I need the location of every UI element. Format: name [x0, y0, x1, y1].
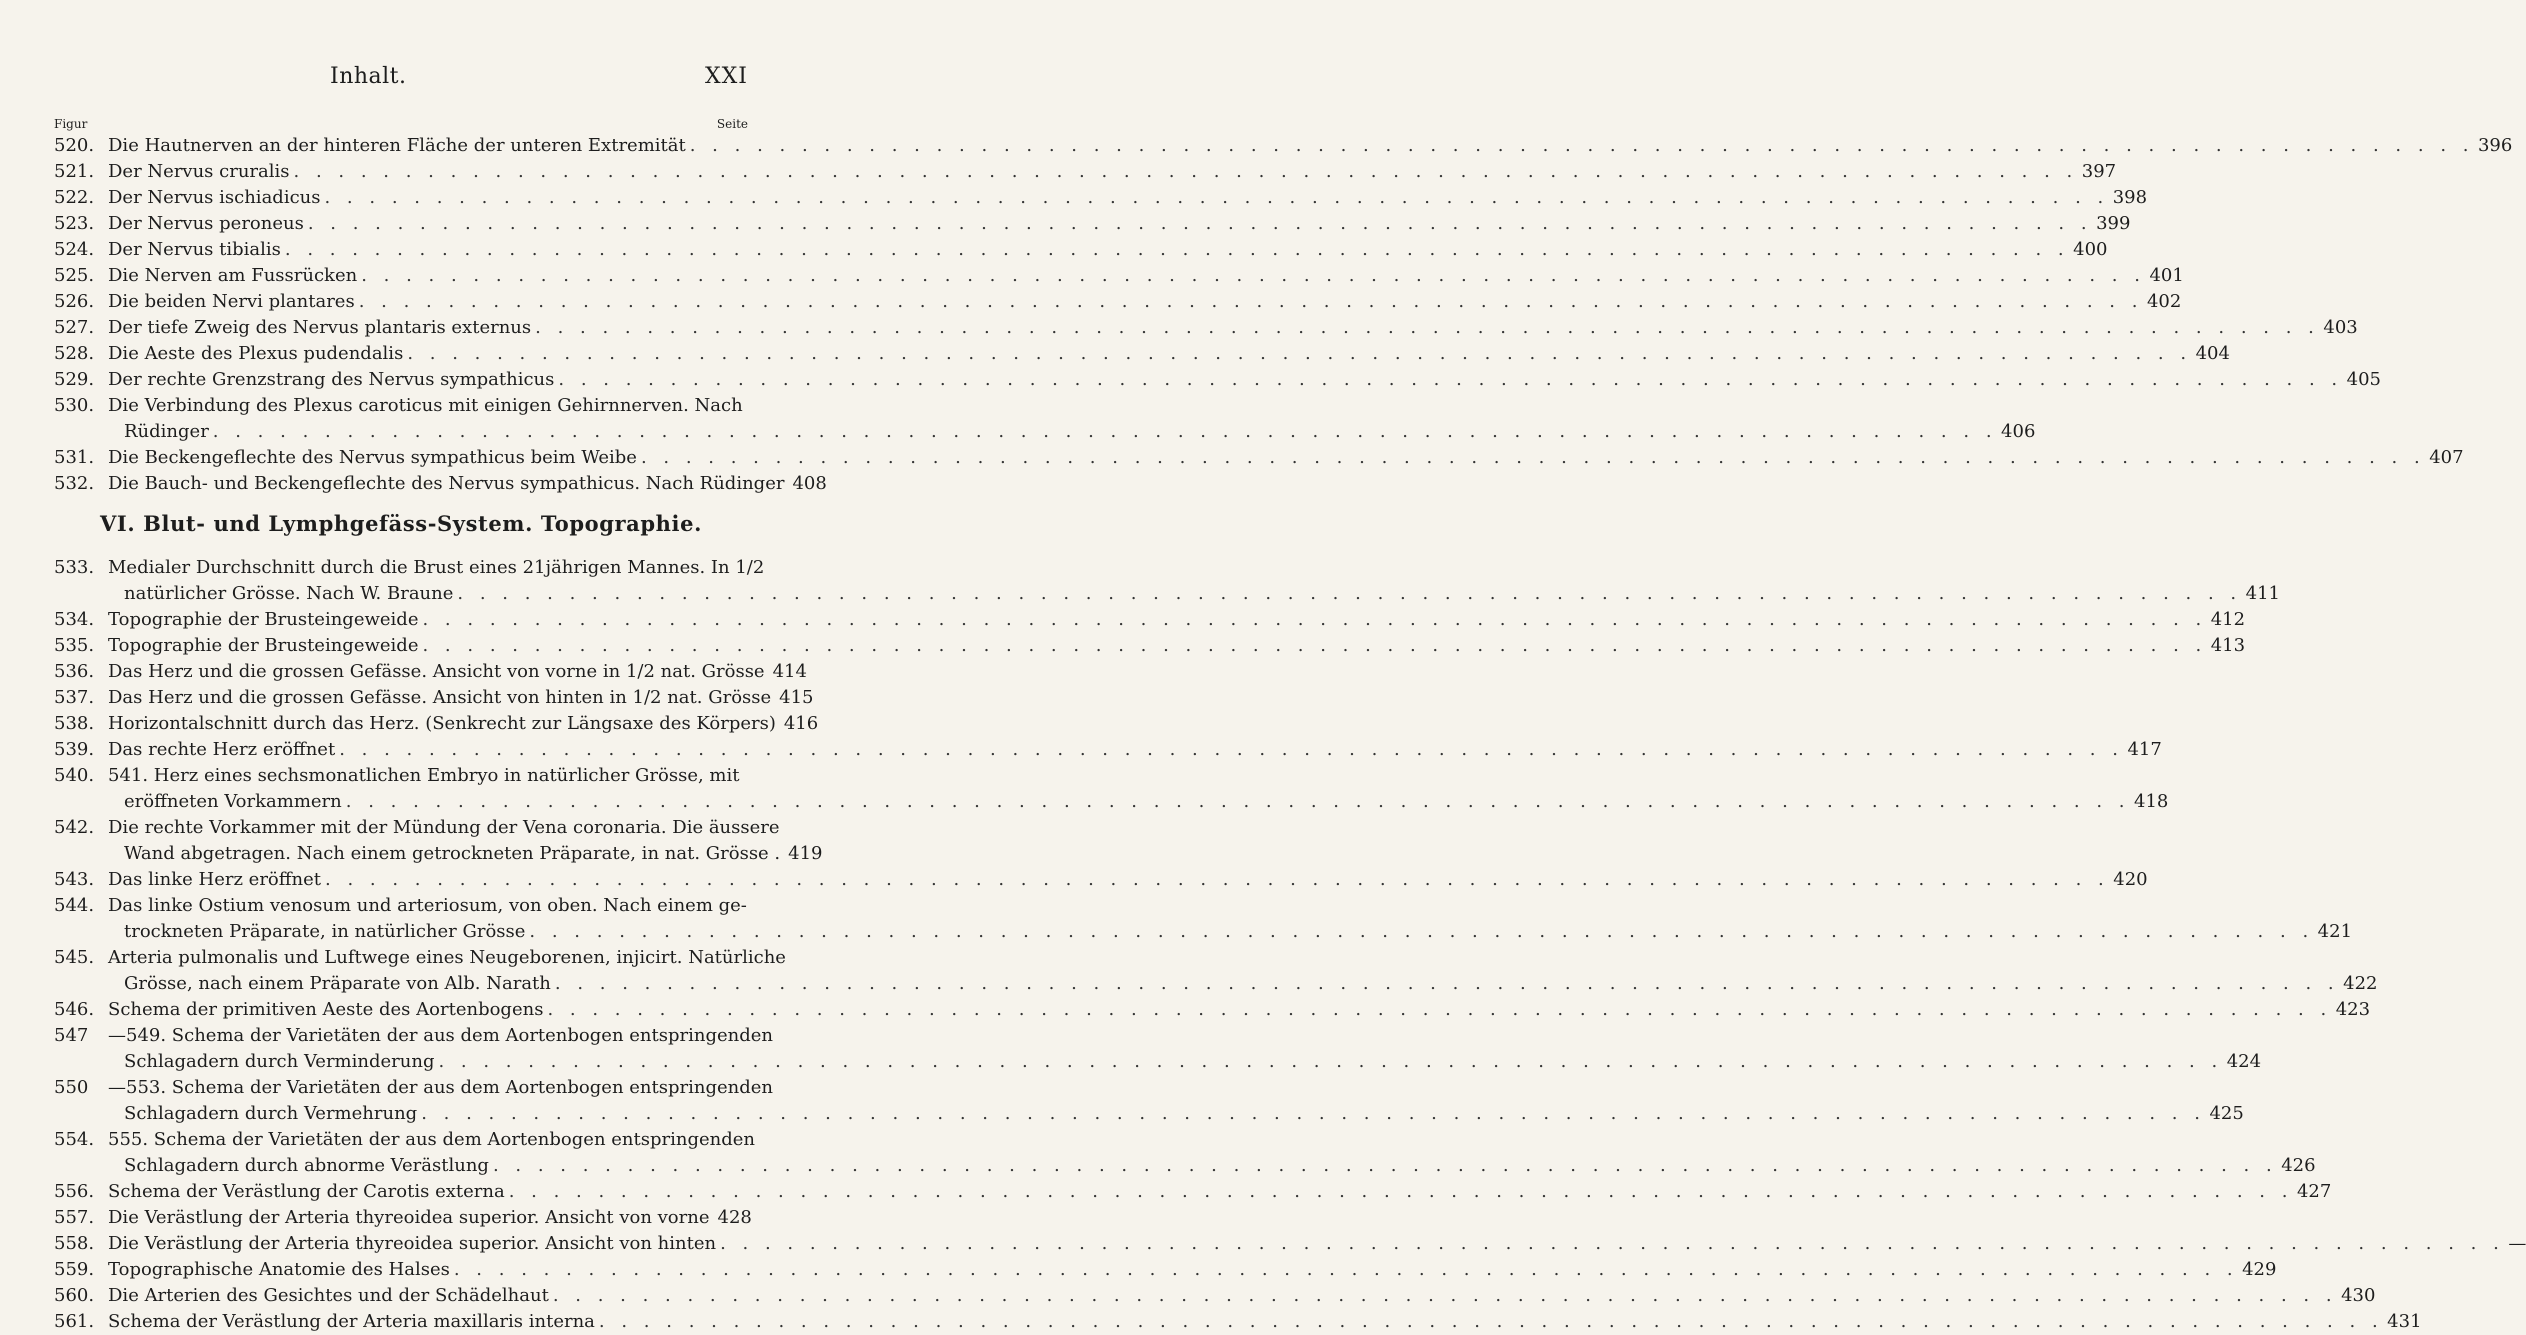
page-ref: 414	[772, 661, 807, 682]
page-ref: 426	[2281, 1155, 2316, 1176]
toc-line	[54, 789, 2169, 815]
toc-entry	[54, 341, 2230, 367]
figure-number: 559.	[54, 1259, 95, 1280]
entry-text-wrap	[108, 159, 2117, 185]
toc-line	[54, 1153, 2316, 1179]
entry-text-wrap	[124, 1049, 2262, 1075]
entry-title: Das rechte Herz eröffnet	[108, 739, 336, 760]
dot-leader: . . . . . . . . . . . . . . . . . . . . . . . . . . . . . . . . . . . . . . . . . . . . . . . . . . . . . . . . . . . . . . . . . . . . . . . . . . . . . . . .	[293, 161, 2078, 182]
entry-title: Die beiden Nervi plantares	[108, 291, 355, 312]
toc-entry	[54, 367, 2381, 393]
page-ref: 399	[2096, 213, 2131, 234]
entry-text-wrap	[108, 555, 765, 581]
figure-number: 547	[54, 1025, 89, 1046]
page-ref: 403	[2323, 317, 2358, 338]
entry-text-wrap	[108, 133, 2513, 159]
entry-title: Schema der primitiven Aeste des Aortenbogens	[108, 999, 544, 1020]
page-ref: 406	[2001, 421, 2036, 442]
entry-text-wrap	[108, 341, 2230, 367]
entry-title: Der Nervus ischiadicus	[108, 187, 321, 208]
entry-text-wrap	[124, 419, 2036, 445]
figure-number: 546.	[54, 999, 95, 1020]
section-heading-text: VI. Blut- und Lymphgefäss-System. Topographie.	[100, 511, 702, 536]
column-heading-figure: Figur	[54, 117, 88, 131]
figure-number: 524.	[54, 239, 95, 260]
page-ref: 398	[2112, 187, 2148, 208]
toc-line	[54, 581, 2280, 607]
entry-text-wrap	[108, 315, 2358, 341]
entry-text-wrap	[108, 815, 780, 841]
dot-leader: . . . . . . . . . . . . . . . . . . . . . . . . . . . . . . . . . . . . . . . . . . . . . . . . . . . . . . . . . . . . . . . . . . . . . . . . . . . . . . . .	[339, 739, 2124, 760]
figure-number: 545.	[54, 947, 95, 968]
dot-leader: . . . . . . . . . . . . . . . . . . . . . . . . . . . . . . . . . . . . . . . . . . . . . . . . . . . . . . . . . . . . . . . . . . . . . . . . . . . . . . . .	[422, 635, 2207, 656]
toc-line	[54, 1283, 2376, 1309]
entry-title: Topographie der Brusteingeweide	[108, 635, 419, 656]
page-title: Inhalt.	[330, 64, 407, 89]
toc-entry	[54, 659, 807, 685]
figure-number: 527.	[54, 317, 95, 338]
figure-number: 543.	[54, 869, 95, 890]
dot-leader: . . . . . . . . . . . . . . . . . . . . . . . . . . . . . . . . . . . . . . . . . . . . . . . . . . . . . . . . . . . . . . . . . . . . . . . . . . . . . . . .	[307, 213, 2093, 234]
toc-entry	[54, 1179, 2332, 1205]
page-ref: 421	[2317, 921, 2353, 942]
figure-number: 522.	[54, 187, 95, 208]
dot-leader: . . . . . . . . . . . . . . . . . . . . . . . . . . . . . . . . . . . . . . . . . . . . . . . . . . . . . . . . . . . . . . . . . . . . . . . . . . . . . . . .	[640, 447, 2426, 468]
dot-leader: . . . . . . . . . . . . . . . . . . . . . . . . . . . . . . . . . . . . . . . . . . . . . . . . . . . . . . . . . . . . . . . . . . . . . . . . . . . . . . . .	[358, 291, 2143, 312]
entry-title: Die Arterien des Gesichtes und der Schädelhaut	[108, 1285, 549, 1306]
toc-entry	[54, 633, 2246, 659]
entry-text-wrap	[108, 1205, 752, 1231]
entry-title: Schlagadern durch Verminderung	[124, 1051, 435, 1072]
toc-entry	[54, 607, 2246, 633]
dot-leader: . . . . . . . . . . . . . . . . . . . . . . . . . . . . . . . . . . . . . . . . . . . . . . . . . . . . . . . . . . . . . . . . . . . . . . . . . . . . . . . .	[284, 239, 2070, 260]
entry-title: Das linke Herz eröffnet	[108, 869, 322, 890]
toc-line	[54, 367, 2381, 393]
dot-leader: . . . . . . . . . . . . . . . . . . . . . . . . . . . . . . . . . . . . . . . . . . . . . . . . . . . . . . . . . . . . . . . . . . . . . . . . . . . . . . . .	[554, 973, 2340, 994]
entry-title: Das Herz und die grossen Gefässe. Ansicht von vorne in 1/2 nat. Grösse	[108, 661, 765, 682]
toc-line	[54, 711, 819, 737]
entry-title: Topographie der Brusteingeweide	[108, 609, 419, 630]
toc-line	[54, 919, 2353, 945]
toc-entry	[54, 685, 814, 711]
figure-number: 540.	[54, 765, 95, 786]
page-ref: 430	[2341, 1285, 2376, 1306]
dot-leader: . . . . . . . . . . . . . . . . . . . . . . . . . . . . . . . . . . . . . . . . . . . . . . . . . . . . . . . . . . . . . . . . . . . . . . . . . . . . . . . .	[422, 609, 2207, 630]
page-ref: 400	[2073, 239, 2108, 260]
dot-leader: . . . . . . . . . . . . . . . . . . . . . . . . . . . . . . . . . . . . . . . . . . . . . . . . . . . . . . . . . . . . . . . . . . . . . . . . . . . . . . . .	[438, 1051, 2223, 1072]
running-head	[0, 64, 800, 104]
toc-entry	[54, 737, 2162, 763]
page-ref: 427	[2296, 1181, 2332, 1202]
toc-line	[54, 1101, 2244, 1127]
entry-title: Rüdinger	[124, 421, 209, 442]
entry-title: trockneten Präparate, in natürlicher Grösse	[124, 921, 526, 942]
toc-entry	[54, 185, 2148, 211]
figure-number: 529.	[54, 369, 95, 390]
entry-title: Die Hautnerven an der hinteren Fläche der unteren Extremität	[108, 135, 686, 156]
toc-line	[54, 237, 2108, 263]
toc-entry	[54, 159, 2117, 185]
entry-title: Schlagadern durch Vermehrung	[124, 1103, 418, 1124]
entry-text-wrap	[108, 711, 819, 737]
dot-leader: . . . . . . . . . . . . . . . . . . . . . . . . . . . . . . . . . . . . . . . . . . . . . . . . . . . . . . . . . . . . . . . . . . . . . . . . . . . . . . . .	[361, 265, 2146, 286]
toc-line	[54, 419, 2036, 445]
dot-leader: . . . . . . . . . . . . . . . . . . . . . . . . . . . . . . . . . . . . . . . . . . . . . . . . . . . . . . . . . . . . . . . . . . . . . . . . . . . . . . . .	[689, 135, 2474, 156]
figure-number: 528.	[54, 343, 95, 364]
entry-title: Topographische Anatomie des Halses	[108, 1259, 450, 1280]
dot-leader: . . . . . . . . . . . . . . . . . . . . . . . . . . . . . . . . . . . . . . . . . . . . . . . . . . . . . . . . . . . . . . . . . . . . . . . . . . . . . . . .	[421, 1103, 2206, 1124]
toc-entry	[54, 815, 823, 867]
toc-line	[54, 1205, 752, 1231]
entry-title: Die Verbindung des Plexus caroticus mit einigen Gehirnnerven. Nach	[108, 395, 743, 416]
dot-leader: . . . . . . . . . . . . . . . . . . . . . . . . . . . . . . . . . . . . . . . . . . . . . . . . . . . . . . . . . . . . . . . . . . . . . . . . . . . . . . . .	[212, 421, 1998, 442]
entry-title: Schlagadern durch abnorme Verästlung	[124, 1155, 489, 1176]
entry-text-wrap	[108, 633, 2246, 659]
toc-line	[54, 633, 2246, 659]
toc-line	[54, 945, 786, 971]
toc-entry	[54, 1309, 2422, 1335]
toc-entry	[54, 867, 2148, 893]
page-ref: 405	[2346, 369, 2381, 390]
page-ref: 422	[2343, 973, 2378, 994]
page-ref: 396	[2477, 135, 2513, 156]
table-of-contents	[54, 133, 2526, 1335]
figure-number: 561.	[54, 1311, 95, 1332]
figure-number: 531.	[54, 447, 95, 468]
entry-text-wrap	[108, 763, 748, 789]
figure-number: 537.	[54, 687, 95, 708]
figure-number: 542.	[54, 817, 95, 838]
entry-text-wrap	[108, 1257, 2277, 1283]
figure-number: 526.	[54, 291, 95, 312]
entry-title: Horizontalschnitt durch das Herz. (Senkrecht zur Längsaxe des Körpers)	[108, 713, 776, 734]
entry-text-wrap	[108, 289, 2182, 315]
entry-title: Der Nervus cruralis	[108, 161, 290, 182]
toc-line	[54, 1257, 2277, 1283]
toc-line	[54, 1231, 2526, 1257]
figure-number: 520.	[54, 135, 95, 156]
page-ref: 404	[2195, 343, 2230, 364]
figure-number: 535.	[54, 635, 95, 656]
dot-leader: . . . . . . . . . . . . . . . . . . . . . . . . . . . . . . . . . . . . . . . . . . . . . . . . . . . . . . . . . . . . . . . . . . . . . . . . . . . . . . . .	[325, 869, 2110, 890]
dot-leader: . . . . . . . . . . . . . . . . . . . . . . . . . . . . . . . . . . . . . . . . . . . . . . . . . . . . . . . . . . . . . . . . . . . . . . . . . . . . . . . .	[552, 1285, 2338, 1306]
toc-entry	[54, 211, 2131, 237]
entry-text-wrap	[108, 393, 748, 419]
dot-leader: . . . . . . . . . . . . . . . . . . . . . . . . . . . . . . . . . . . . . . . . . . . . . . . . . . . . . . . . . . . . . . . . . . . . . . . . . . . . . . . .	[508, 1181, 2293, 1202]
toc-line	[54, 341, 2230, 367]
dot-leader: . . . . . . . . . . . . . . . . . . . . . . . . . . . . . . . . . . . . . . . . . . . . . . . . . . . . . . . . . . . . . . . . . . . . . . . . . . . . . . . .	[324, 187, 2109, 208]
toc-line	[54, 1075, 773, 1101]
entry-text-wrap	[124, 919, 2353, 945]
entry-title: Schema der Verästlung der Arteria maxillaris interna	[108, 1311, 595, 1332]
figure-number: 530.	[54, 395, 95, 416]
toc-line	[54, 133, 2513, 159]
dot-leader: . . . . . . . . . . . . . . . . . . . . . . . . . . . . . . . . . . . . . . . . . . . . . . . . . . . . . . . . . . . . . . . . . . . . . . . . . . . . . . . .	[529, 921, 2314, 942]
toc-line	[54, 815, 780, 841]
figure-number: 539.	[54, 739, 95, 760]
toc-entry	[54, 1257, 2277, 1283]
toc-line	[54, 607, 2246, 633]
figure-number: 544.	[54, 895, 95, 916]
page-ref: 415	[779, 687, 814, 708]
page-ref: —	[2508, 1233, 2526, 1254]
entry-text-wrap	[108, 737, 2162, 763]
toc-entry	[54, 1075, 2244, 1127]
entry-title: Das Herz und die grossen Gefässe. Ansicht von hinten in 1/2 nat. Grösse	[108, 687, 772, 708]
entry-title: Das linke Ostium venosum und arteriosum, von oben. Nach einem ge-	[108, 895, 747, 916]
toc-entry	[54, 289, 2182, 315]
entry-title: Schema der Verästlung der Carotis externa	[108, 1181, 505, 1202]
page-ref: 418	[2134, 791, 2169, 812]
figure-number: 533.	[54, 557, 95, 578]
entry-text-wrap	[108, 263, 2184, 289]
toc-entry	[54, 893, 2353, 945]
toc-entry	[54, 1127, 2316, 1179]
entry-text-wrap	[108, 471, 827, 497]
entry-text-wrap	[108, 1075, 773, 1101]
entry-text-wrap	[108, 997, 2371, 1023]
entry-title: Die Bauch- und Beckengeflechte des Nervus sympathicus. Nach Rüdinger	[108, 473, 785, 494]
entry-text-wrap	[108, 367, 2381, 393]
toc-entry	[54, 711, 819, 737]
page-ref: 416	[783, 713, 819, 734]
page-ref: 431	[2387, 1311, 2422, 1332]
page-ref: 429	[2242, 1259, 2277, 1280]
entry-title: —549. Schema der Varietäten der aus dem Aortenbogen entspringenden	[108, 1025, 773, 1046]
toc-entry	[54, 237, 2108, 263]
toc-line	[54, 211, 2131, 237]
entry-text-wrap	[124, 581, 2280, 607]
toc-line	[54, 445, 2464, 471]
entry-text-wrap	[108, 1309, 2422, 1335]
figure-number: 523.	[54, 213, 95, 234]
figure-number: 532.	[54, 473, 95, 494]
toc-entry	[54, 945, 2378, 997]
entry-text-wrap	[108, 607, 2246, 633]
entry-title: Der Nervus peroneus	[108, 213, 304, 234]
toc-entry	[54, 1283, 2376, 1309]
dot-leader: . . . . . . . . . . . . . . . . . . . . . . . . . . . . . . . . . . . . . . . . . . . . . . . . . . . . . . . . . . . . . . . . . . . . . . . . . . . . . . . .	[535, 317, 2320, 338]
toc-entry	[54, 263, 2184, 289]
page-ref: 423	[2335, 999, 2371, 1020]
dot-leader: . . . . . . . . . . . . . . . . . . . . . . . . . . . . . . . . . . . . . . . . . . . . . . . . . . . . . . . . . . . . . . . . . . . . . . . . . . . . . . . .	[720, 1233, 2505, 1254]
entry-text-wrap	[124, 971, 2378, 997]
page-ref: 402	[2146, 291, 2182, 312]
entry-text-wrap	[108, 1127, 755, 1153]
entry-title: Die Verästlung der Arteria thyreoidea superior. Ansicht von hinten	[108, 1233, 717, 1254]
entry-title: Die Nerven am Fussrücken	[108, 265, 358, 286]
entry-title: —553. Schema der Varietäten der aus dem Aortenbogen entspringenden	[108, 1077, 773, 1098]
entry-title: natürlicher Grösse. Nach W. Braune	[124, 583, 454, 604]
dot-leader: . . . . . . . . . . . . . . . . . . . . . . . . . . . . . . . . . . . . . . . . . . . . . . . . . . . . . . . . . . . . . . . . . . . . . . . . . . . . . . . .	[407, 343, 2192, 364]
entry-text-wrap	[108, 1179, 2332, 1205]
toc-line	[54, 971, 2378, 997]
entry-text-wrap	[124, 841, 823, 867]
figure-number: 538.	[54, 713, 95, 734]
entry-title: Die Beckengeflechte des Nervus sympathicus beim Weibe	[108, 447, 637, 468]
toc-entry	[54, 1231, 2526, 1257]
toc-entry	[54, 133, 2513, 159]
toc-entry	[54, 763, 2169, 815]
entry-title: eröffneten Vorkammern	[124, 791, 342, 812]
entry-title: Der Nervus tibialis	[108, 239, 281, 260]
page-ref: 411	[2245, 583, 2280, 604]
entry-text-wrap	[124, 1153, 2316, 1179]
page-ref: 417	[2127, 739, 2162, 760]
toc-line	[54, 185, 2148, 211]
toc-entry	[54, 471, 827, 497]
entry-text-wrap	[108, 1231, 2526, 1257]
entry-text-wrap	[108, 185, 2148, 211]
figure-number: 557.	[54, 1207, 95, 1228]
toc-entry	[54, 315, 2358, 341]
toc-line	[54, 471, 827, 497]
dot-leader: . . . . . . . . . . . . . . . . . . . . . . . . . . . . . . . . . . . . . . . . . . . . . . . . . . . . . . . . . . . . . . . . . . . . . . . . . . . . . . . .	[457, 583, 2242, 604]
figure-number: 550	[54, 1077, 89, 1098]
page-number: XXI	[704, 64, 748, 89]
entry-title: Wand abgetragen. Nach einem getrockneten Präparate, in nat. Grösse .	[124, 843, 781, 864]
figure-number: 521.	[54, 161, 95, 182]
entry-title: Der rechte Grenzstrang des Nervus sympathicus	[108, 369, 555, 390]
toc-entry	[54, 393, 2036, 445]
toc-line	[54, 555, 765, 581]
page-ref: 413	[2210, 635, 2246, 656]
page-ref: 428	[717, 1207, 752, 1228]
dot-leader: . . . . . . . . . . . . . . . . . . . . . . . . . . . . . . . . . . . . . . . . . . . . . . . . . . . . . . . . . . . . . . . . . . . . . . . . . . . . . . . .	[547, 999, 2332, 1020]
page-ref: 419	[788, 843, 823, 864]
figure-number: 556.	[54, 1181, 95, 1202]
page-ref: 408	[792, 473, 827, 494]
entry-text-wrap	[108, 237, 2108, 263]
dot-leader: . . . . . . . . . . . . . . . . . . . . . . . . . . . . . . . . . . . . . . . . . . . . . . . . . . . . . . . . . . . . . . . . . . . . . . . . . . . . . . . .	[345, 791, 2130, 812]
figure-number: 554.	[54, 1129, 95, 1150]
entry-text-wrap	[108, 1283, 2376, 1309]
toc-line	[54, 315, 2358, 341]
dot-leader: . . . . . . . . . . . . . . . . . . . . . . . . . . . . . . . . . . . . . . . . . . . . . . . . . . . . . . . . . . . . . . . . . . . . . . . . . . . . . . . .	[558, 369, 2343, 390]
toc-line	[54, 737, 2162, 763]
toc-line	[54, 867, 2148, 893]
toc-entry	[54, 1205, 752, 1231]
dot-leader: . . . . . . . . . . . . . . . . . . . . . . . . . . . . . . . . . . . . . . . . . . . . . . . . . . . . . . . . . . . . . . . . . . . . . . . . . . . . . . . .	[492, 1155, 2278, 1176]
toc-line	[54, 685, 814, 711]
entry-title: Die rechte Vorkammer mit der Mündung der Vena coronaria. Die äussere	[108, 817, 780, 838]
entry-text-wrap	[108, 893, 748, 919]
toc-line	[54, 763, 748, 789]
toc-entry	[54, 555, 2280, 607]
toc-entry	[54, 445, 2464, 471]
entry-text-wrap	[124, 789, 2169, 815]
toc-line	[54, 289, 2182, 315]
toc-entry	[54, 997, 2371, 1023]
page-ref: 397	[2081, 161, 2117, 182]
page-ref: 407	[2429, 447, 2464, 468]
toc-line	[54, 1023, 773, 1049]
column-heading-page: Seite	[716, 117, 748, 131]
toc-line	[54, 1049, 2262, 1075]
entry-text-wrap	[108, 867, 2148, 893]
toc-line	[54, 159, 2117, 185]
page-ref: 401	[2149, 265, 2184, 286]
dot-leader: . . . . . . . . . . . . . . . . . . . . . . . . . . . . . . . . . . . . . . . . . . . . . . . . . . . . . . . . . . . . . . . . . . . . . . . . . . . . . . . .	[453, 1259, 2239, 1280]
toc-line	[54, 997, 2371, 1023]
entry-title: Der tiefe Zweig des Nervus plantaris externus	[108, 317, 532, 338]
entry-title: 541. Herz eines sechsmonatlichen Embryo in natürlicher Grösse, mit	[108, 765, 740, 786]
toc-line	[54, 263, 2184, 289]
page-ref: 420	[2113, 869, 2148, 890]
page-ref: 425	[2209, 1103, 2244, 1124]
entry-title: Grösse, nach einem Präparate von Alb. Narath	[124, 973, 551, 994]
section-heading	[54, 497, 748, 555]
toc-line	[54, 1179, 2332, 1205]
toc-line	[54, 1127, 755, 1153]
figure-number: 534.	[54, 609, 95, 630]
entry-text-wrap	[108, 659, 807, 685]
entry-text-wrap	[108, 945, 786, 971]
entry-title: Medialer Durchschnitt durch die Brust eines 21jährigen Mannes. In 1/2	[108, 557, 765, 578]
entry-title: Die Verästlung der Arteria thyreoidea superior. Ansicht von vorne	[108, 1207, 710, 1228]
page-ref: 412	[2210, 609, 2246, 630]
figure-number: 536.	[54, 661, 95, 682]
toc-line	[54, 841, 823, 867]
entry-text-wrap	[108, 685, 814, 711]
figure-number: 558.	[54, 1233, 95, 1254]
dot-leader: . . . . . . . . . . . . . . . . . . . . . . . . . . . . . . . . . . . . . . . . . . . . . . . . . . . . . . . . . . . . . . . . . . . . . . . . . . . . . . . .	[598, 1311, 2384, 1332]
entry-text-wrap	[108, 445, 2464, 471]
entry-text-wrap	[124, 1101, 2244, 1127]
toc-line	[54, 893, 748, 919]
entry-text-wrap	[108, 1023, 773, 1049]
page-ref: 424	[2226, 1051, 2262, 1072]
toc-line	[54, 1309, 2422, 1335]
entry-title: Die Aeste des Plexus pudendalis	[108, 343, 404, 364]
entry-title: Arteria pulmonalis und Luftwege eines Neugeborenen, injicirt. Natürliche	[108, 947, 786, 968]
toc-entry	[54, 1023, 2262, 1075]
figure-number: 560.	[54, 1285, 95, 1306]
entry-text-wrap	[108, 211, 2131, 237]
entry-title: 555. Schema der Varietäten der aus dem Aortenbogen entspringenden	[108, 1129, 755, 1150]
figure-number: 525.	[54, 265, 95, 286]
toc-line	[54, 659, 807, 685]
toc-line	[54, 393, 748, 419]
